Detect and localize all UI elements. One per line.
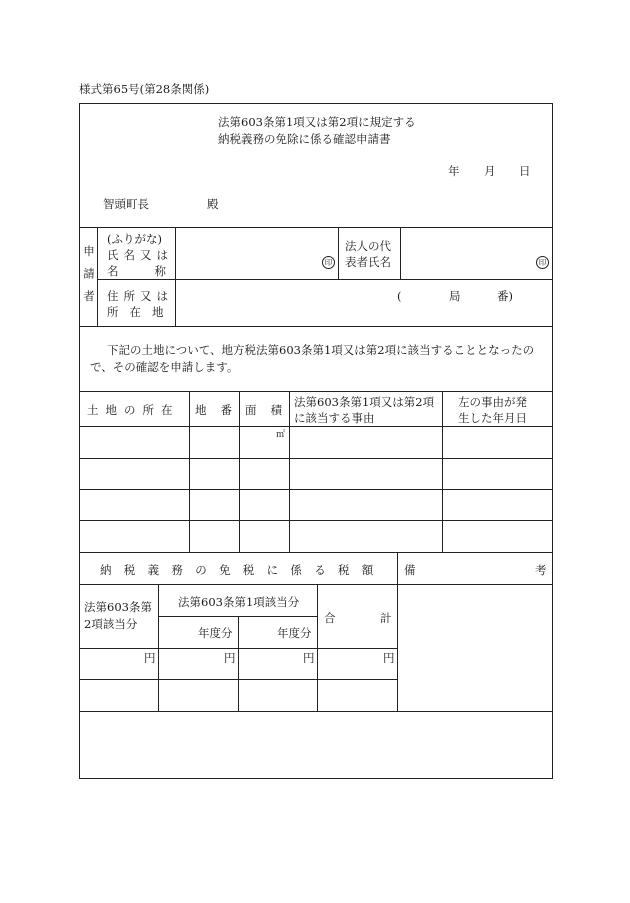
phone-number: 番) bbox=[497, 289, 513, 303]
total-label-1: 合 bbox=[324, 611, 336, 625]
item2-label-1: 法第603条第 bbox=[84, 600, 152, 614]
item1-label: 法第603条第1項該当分 bbox=[178, 595, 300, 609]
date-day-label: 日 bbox=[519, 164, 531, 178]
applicant-label bbox=[81, 245, 95, 313]
rep-label-2: 表者氏名 bbox=[345, 255, 391, 269]
col-header-date-1: 左の事由が発 bbox=[458, 395, 527, 409]
phone-open: ( bbox=[397, 289, 402, 303]
col-header-reason-1: 法第603条第1項又は第2項 bbox=[294, 395, 435, 409]
col-header-area: 面積 bbox=[245, 403, 296, 417]
total-label-2: 計 bbox=[380, 611, 392, 625]
rep-label-1: 法人の代 bbox=[345, 239, 391, 253]
item1-year-label-2: 年度分 bbox=[277, 626, 312, 640]
item1-year-label-1: 年度分 bbox=[198, 626, 233, 640]
applicant-label-text: 申請者 bbox=[82, 245, 96, 313]
yen-item2: 円 bbox=[144, 651, 156, 665]
item2-label-2: 2項該当分 bbox=[84, 617, 138, 631]
name-seal-icon: 印 bbox=[322, 256, 335, 269]
col-header-lot: 地番 bbox=[195, 403, 246, 417]
form-frame bbox=[79, 103, 553, 779]
addressee-name: 智頭町長 bbox=[103, 197, 149, 211]
yen-item1-year1: 円 bbox=[224, 651, 236, 665]
yen-total: 円 bbox=[383, 651, 395, 665]
area-unit: ㎡ bbox=[276, 430, 286, 440]
form-title-line2: 納税義務の免除に係る確認申請書 bbox=[218, 132, 391, 146]
name-label-2 bbox=[107, 264, 202, 278]
tax-header: 納税義務の免税に係る税額 bbox=[100, 563, 386, 577]
address-label-1: 住所又は bbox=[107, 289, 173, 303]
col-header-reason-2: に該当する事由 bbox=[294, 411, 375, 425]
name-label-text: 氏名又は bbox=[107, 248, 173, 262]
col-header-date-2: 生した年月日 bbox=[458, 411, 527, 425]
rep-seal-icon: 印 bbox=[536, 256, 549, 269]
remarks-label-2: 考 bbox=[535, 563, 547, 577]
statement-line1: 下記の土地について、地方税法第603条第1項又は第2項に該当することとなったの bbox=[107, 343, 535, 357]
phone-bureau: 局 bbox=[449, 289, 461, 303]
statement-line2: で、その確認を申請します。 bbox=[90, 360, 239, 374]
date-year-label: 年 bbox=[448, 164, 460, 178]
name-label-2-text: 名称 bbox=[107, 264, 202, 278]
addressee-honorific: 殿 bbox=[207, 197, 219, 211]
name-label bbox=[107, 248, 173, 262]
form-number: 様式第65号(第28条関係) bbox=[79, 82, 210, 96]
remarks-label-1: 備 bbox=[404, 563, 416, 577]
col-header-location: 土地の所在 bbox=[87, 403, 180, 417]
furigana-label: (ふりがな) bbox=[107, 232, 162, 246]
date-month-label: 月 bbox=[484, 164, 496, 178]
address-label-2: 所在地 bbox=[107, 305, 175, 319]
yen-item1-year2: 円 bbox=[303, 651, 315, 665]
form-title-line1: 法第603条第1項又は第2項に規定する bbox=[218, 115, 416, 129]
